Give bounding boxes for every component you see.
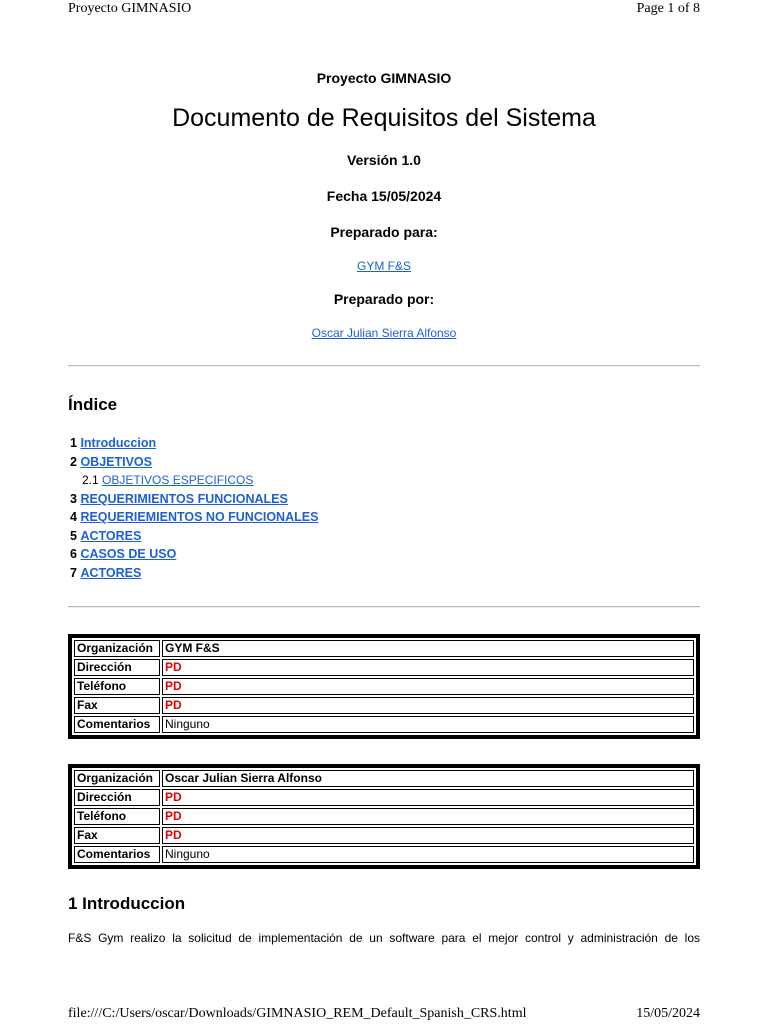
row-value: PD — [162, 789, 694, 806]
row-label: Fax — [74, 827, 160, 844]
client-info-table — [68, 634, 700, 739]
toc-item-number: 3 — [70, 491, 77, 506]
project-name: Proyecto GIMNASIO — [316, 70, 452, 86]
document-title-text: Documento de Requisitos del Sistema — [172, 104, 596, 132]
toc-item — [70, 471, 318, 490]
toc-item-number: 2.1 — [82, 473, 99, 487]
print-footer-path: file:///C:/Users/oscar/Downloads/GIMNASIO_REM_Default_Spanish_CRS.html — [68, 1006, 527, 1021]
print-footer — [68, 1006, 700, 1022]
row-value: PD — [162, 659, 694, 676]
row-value: Ninguno — [162, 716, 694, 733]
table-row — [74, 789, 694, 806]
toc-link-requerimientos-no-funcionales[interactable]: REQUERIEMIENTOS NO FUNCIONALES — [80, 510, 319, 524]
toc-title: Índice — [68, 395, 118, 414]
row-value: PD — [162, 827, 694, 844]
toc-link-actores[interactable]: ACTORES — [80, 528, 142, 543]
section-paragraph: F&S Gym realizo la solicitud de implementación de un software para el mejor control y administración de los — [68, 931, 700, 945]
table-row — [74, 697, 694, 714]
toc-item — [70, 564, 318, 583]
row-value: PD — [162, 808, 694, 825]
toc-item-number: 7 — [70, 565, 77, 580]
toc-link-casos-de-uso[interactable]: CASOS DE USO — [80, 547, 177, 561]
row-label: Comentarios — [74, 846, 160, 863]
row-label: Teléfono — [74, 808, 160, 825]
prepared-by-link[interactable]: Oscar Julian Sierra Alfonso — [311, 326, 457, 340]
toc-link-actores-2[interactable]: ACTORES — [80, 565, 142, 580]
table-row — [74, 827, 694, 844]
version: Versión 1.0 — [347, 152, 421, 168]
prepared-by-label: Preparado por: — [333, 291, 435, 307]
print-header-title: Proyecto GIMNASIO — [68, 1, 192, 16]
table-row — [74, 640, 694, 657]
toc-link-objetivos[interactable]: OBJETIVOS — [80, 454, 152, 469]
table-of-contents — [70, 434, 318, 582]
table-row — [74, 678, 694, 695]
table-row — [74, 770, 694, 787]
row-label: Comentarios — [74, 716, 160, 733]
table-row — [74, 846, 694, 863]
row-label: Organización — [74, 770, 160, 787]
toc-item — [70, 490, 318, 509]
prepared-for-link[interactable]: GYM F&S — [356, 259, 411, 273]
toc-item — [70, 545, 318, 564]
toc-item — [70, 527, 318, 546]
row-label: Organización — [74, 640, 160, 657]
toc-item-number: 5 — [70, 528, 77, 543]
print-header — [68, 1, 700, 17]
row-label: Teléfono — [74, 678, 160, 695]
author-info-table — [68, 764, 700, 869]
row-value: Oscar Julian Sierra Alfonso — [162, 770, 694, 787]
toc-item — [70, 434, 318, 453]
toc-item-number: 4 — [70, 510, 77, 524]
date: Fecha 15/05/2024 — [326, 188, 442, 204]
toc-item-number: 2 — [70, 454, 77, 469]
row-label: Dirección — [74, 659, 160, 676]
divider — [68, 365, 700, 367]
toc-item — [70, 453, 318, 472]
prepared-for-label: Preparado para: — [330, 224, 438, 240]
toc-item — [70, 508, 318, 527]
document-title — [68, 104, 700, 133]
row-value: GYM F&S — [162, 640, 694, 657]
row-value: PD — [162, 678, 694, 695]
table-row — [74, 808, 694, 825]
print-header-page: Page 1 of 8 — [636, 1, 700, 16]
row-label: Fax — [74, 697, 160, 714]
section-title: 1 Introduccion — [68, 894, 186, 913]
toc-item-number: 6 — [70, 547, 77, 561]
prepared-for-wrap — [68, 259, 700, 273]
row-value: Ninguno — [162, 846, 694, 863]
row-value: PD — [162, 697, 694, 714]
toc-link-requerimientos-funcionales[interactable]: REQUERIMIENTOS FUNCIONALES — [80, 491, 288, 506]
table-row — [74, 716, 694, 733]
toc-link-introduccion[interactable]: Introduccion — [80, 436, 157, 450]
row-label: Dirección — [74, 789, 160, 806]
print-footer-date: 15/05/2024 — [636, 1006, 700, 1021]
toc-item-number: 1 — [70, 436, 77, 450]
divider — [68, 606, 700, 608]
table-row — [74, 659, 694, 676]
prepared-by-wrap — [68, 326, 700, 340]
toc-link-objetivos-especificos[interactable]: OBJETIVOS ESPECIFICOS — [102, 473, 254, 487]
